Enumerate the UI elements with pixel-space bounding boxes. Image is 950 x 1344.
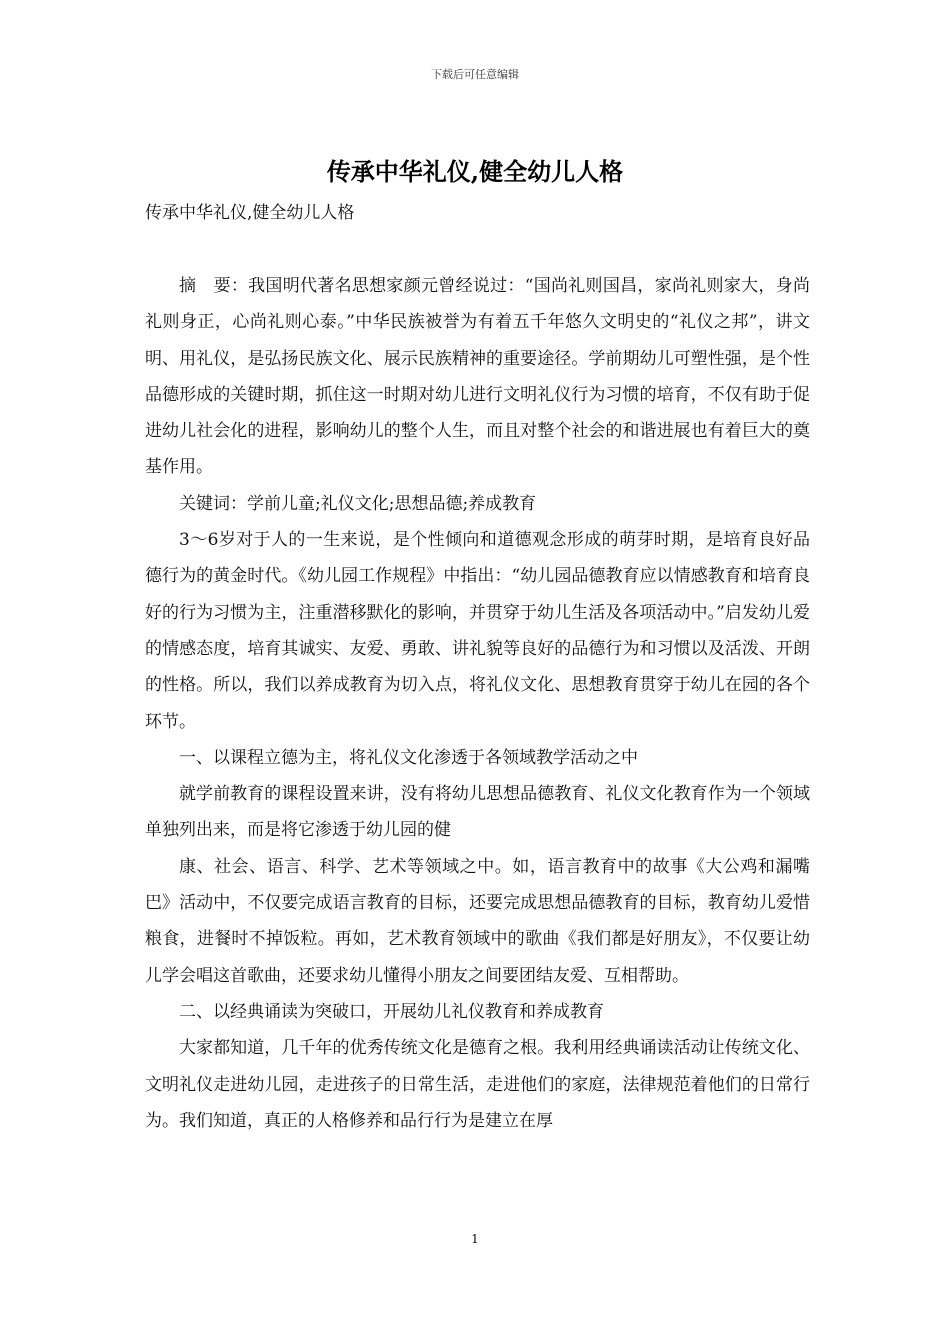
section-heading-1: 一、以课程立德为主，将礼仪文化渗透于各领域教学活动之中 xyxy=(179,747,638,768)
body-paragraph: 3～6岁对于人的一生来说，是个性倾向和道德观念形成的萌芽时期，是培育良好品德行为的黄金时代。《幼儿园工作规程》中指出：“幼儿园品德教育应以情感教育和培育良好的行为习惯为主，注重潜移默化的影响，并贯穿于幼儿生活及各项活动中。”启发幼儿爱的情感态度，培育其诚实、友爱、勇敢、讲礼貌等良好的品德行为和习惯以及活泼、开朗的性格。所以，我们以养成教育为切入点，将礼仪文化、思想教育贯穿于幼儿在园的各个环节。 xyxy=(145,530,810,732)
section-heading-2: 二、以经典诵读为突破口，开展幼儿礼仪教育和养成教育 xyxy=(179,1001,604,1022)
keywords-paragraph: 关键词：学前儿童;礼仪文化;思想品德;养成教育 xyxy=(179,493,537,514)
document-title: 传承中华礼仪,健全幼儿人格 xyxy=(326,157,624,186)
page-number: 1 xyxy=(471,1232,479,1246)
document-body xyxy=(145,268,810,1139)
body-paragraph: 大家都知道，几千年的优秀传统文化是德育之根。我利用经典诵读活动让传统文化、文明礼仪走进幼儿园，走进孩子的日常生活，走进他们的家庭，法律规范着他们的日常行为。我们知道，真正的人格修养和品行行为是建立在厚 xyxy=(145,1038,810,1131)
abstract-paragraph: 摘 要：我国明代著名思想家颜元曾经说过：“国尚礼则国昌，家尚礼则家大，身尚礼则身正，心尚礼则心泰。”中华民族被誉为有着五千年悠久文明史的“礼仪之邦”，讲文明、用礼仪，是弘扬民族文化、展示民族精神的重要途径。学前期幼儿可塑性强，是个性品德形成的关键时期，抓住这一时期对幼儿进行文明礼仪行为习惯的培育，不仅有助于促进幼儿社会化的进程，影响幼儿的整个人生，而且对整个社会的和谐进展也有着巨大的奠基作用。 xyxy=(145,276,810,478)
body-paragraph: 就学前教育的课程设置来讲，没有将幼儿思想品德教育、礼仪文化教育作为一个领域单独列出来，而是将它渗透于幼儿园的健 xyxy=(145,784,810,841)
document-subtitle: 传承中华礼仪,健全幼儿人格 xyxy=(145,203,355,223)
body-paragraph: 康、社会、语言、科学、艺术等领域之中。如，语言教育中的故事《大公鸡和漏嘴巴》活动中，不仅要完成语言教育的目标，还要完成思想品德教育的目标，教育幼儿爱惜粮食，进餐时不掉饭粒。再如，艺术教育领域中的歌曲《我们都是好朋友》，不仅要让幼儿学会唱这首歌曲，还要求幼儿懂得小朋友之间要团结友爱、互相帮助。 xyxy=(145,856,810,986)
header-note: 下载后可任意编辑 xyxy=(431,68,519,81)
